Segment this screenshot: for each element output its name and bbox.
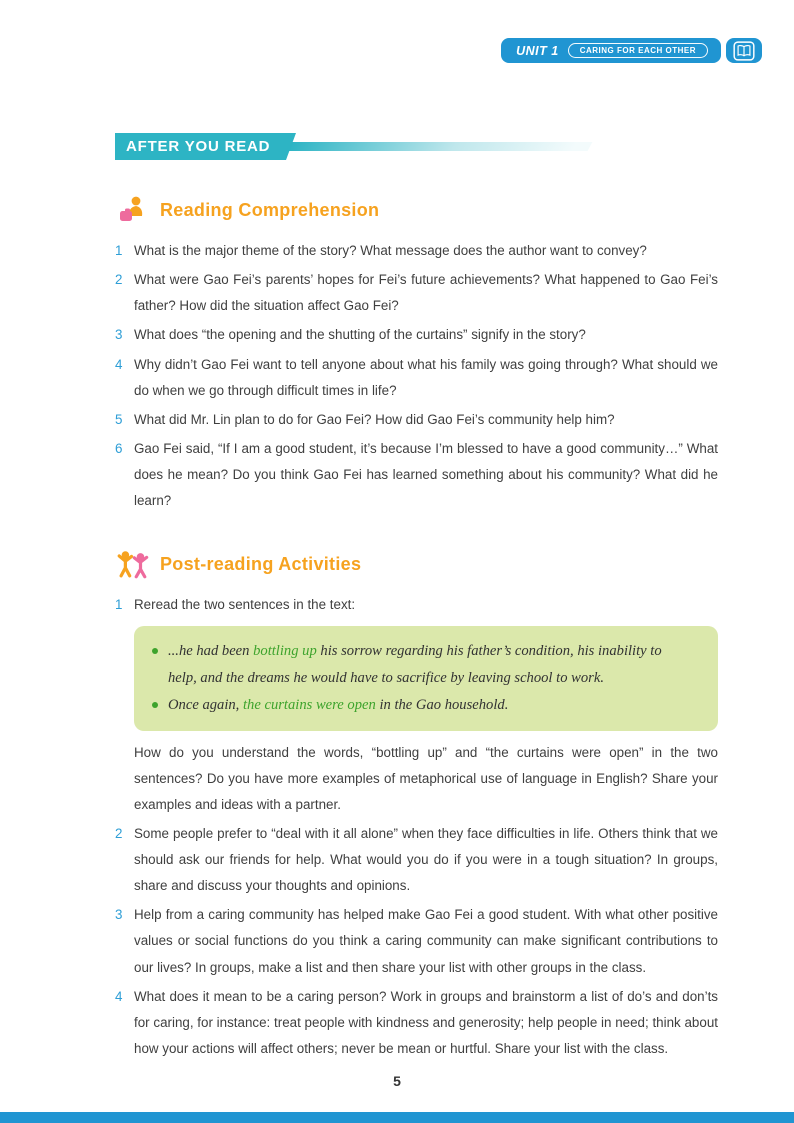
- activity-text: Some people prefer to “deal with it all alone” when they face difficulties in life. Others think that we should ask our friends for help. What would you do if you were in a tough situation? In groups, share and discuss your thoughts and opinions.: [134, 825, 718, 894]
- question-text: Gao Fei said, “If I am a good student, it’s because I’m blessed to have a good community…” What does he mean? Do you think Gao Fei has learned something about his community? What did he learn?: [134, 440, 718, 509]
- question-text: What is the major theme of the story? What message does the author want to convey?: [134, 243, 647, 258]
- activity-intro: Reread the two sentences in the text:: [134, 597, 356, 613]
- question-number: 3: [115, 327, 123, 343]
- post-reading-activities-heading: [115, 548, 718, 580]
- question-text: What did Mr. Lin plan to do for Gao Fei? How did Gao Fei’s community help him?: [134, 411, 615, 427]
- activity-item: [115, 902, 718, 980]
- quote-text: Once again, the curtains were open in the Gao household.: [168, 696, 509, 713]
- question-number: 4: [115, 356, 123, 372]
- activity-number: 4: [115, 988, 123, 1004]
- question-item: [115, 352, 718, 404]
- quote-text: ...he had been bottling up his sorrow regarding his father’s condition, his inability to help, and the dreams he would have to sacrifice by leaving school to work.: [168, 642, 662, 686]
- question-number: 2: [115, 272, 123, 288]
- activity-item: [115, 592, 718, 818]
- activity-followup: How do you understand the words, “bottling up” and “the curtains were open” in the two sentences? Do you have more examples of metaphorical use of language in English? Share your examples and ideas with a partner.: [134, 744, 718, 812]
- activity-text: What does it mean to be a caring person? Work in groups and brainstorm a list of do’s and don’ts for caring, for instance: treat people with kindness and generosity; help people in need; think about how your actions will affect others; never be mean or hurtful. Share your list with the class.: [134, 988, 718, 1057]
- activity-body: [134, 592, 718, 818]
- bullet-dot-icon: [152, 648, 158, 654]
- question-text: What were Gao Fei’s parents’ hopes for Fei’s future achievements? What happened to Gao Fei’s father? How did the situation affect Gao Fei?: [134, 272, 718, 314]
- bottom-blue-bar: [0, 1112, 794, 1123]
- unit-label: UNIT 1: [516, 43, 559, 58]
- post-reading-activities-title: Post-reading Activities: [160, 553, 362, 574]
- quote-item: [152, 692, 694, 719]
- unit-header: [501, 38, 762, 63]
- after-you-read-banner: AFTER YOU READ: [115, 133, 286, 160]
- question-item: [115, 238, 718, 264]
- activity-number: 2: [115, 825, 123, 841]
- question-item: [115, 436, 718, 514]
- question-item: [115, 267, 718, 319]
- unit-title-pill: CARING FOR EACH OTHER: [568, 43, 708, 58]
- open-book-icon: [733, 41, 755, 61]
- quote-item: [152, 638, 694, 692]
- post-reading-activities-icon: [115, 548, 149, 580]
- question-item: [115, 322, 718, 348]
- question-text: What does “the opening and the shutting of the curtains” signify in the story?: [134, 327, 586, 343]
- reading-comprehension-section: [115, 194, 718, 514]
- activity-item: [115, 821, 718, 899]
- question-number: 1: [115, 243, 123, 258]
- page-number: 5: [393, 1073, 401, 1089]
- activity-number: 3: [115, 907, 123, 923]
- activity-number: 1: [115, 597, 123, 613]
- activity-text: Help from a caring community has helped make Gao Fei a good student. With what other positive values or social functions do you think a caring community can make significant contributions to our lives? In groups, make a list and then share your list with other groups in the class.: [134, 907, 718, 975]
- banner-gradient-stripe: [288, 142, 593, 151]
- bullet-dot-icon: [152, 702, 158, 708]
- book-tile: [726, 38, 762, 63]
- activity-item: [115, 984, 718, 1062]
- question-number: 5: [115, 411, 123, 427]
- after-you-read-banner-row: [115, 133, 718, 160]
- quote-box: [134, 626, 718, 731]
- question-item: [115, 407, 718, 433]
- reading-comprehension-title: Reading Comprehension: [160, 199, 380, 220]
- reading-comprehension-heading: [115, 194, 718, 226]
- question-number: 6: [115, 440, 123, 456]
- question-text: Why didn’t Gao Fei want to tell anyone about what his family was going through? What should we do when we go through difficult times in life?: [134, 356, 718, 398]
- post-reading-activities-section: [115, 548, 718, 1062]
- reading-comprehension-icon: [115, 194, 149, 226]
- unit-bar: [501, 38, 721, 63]
